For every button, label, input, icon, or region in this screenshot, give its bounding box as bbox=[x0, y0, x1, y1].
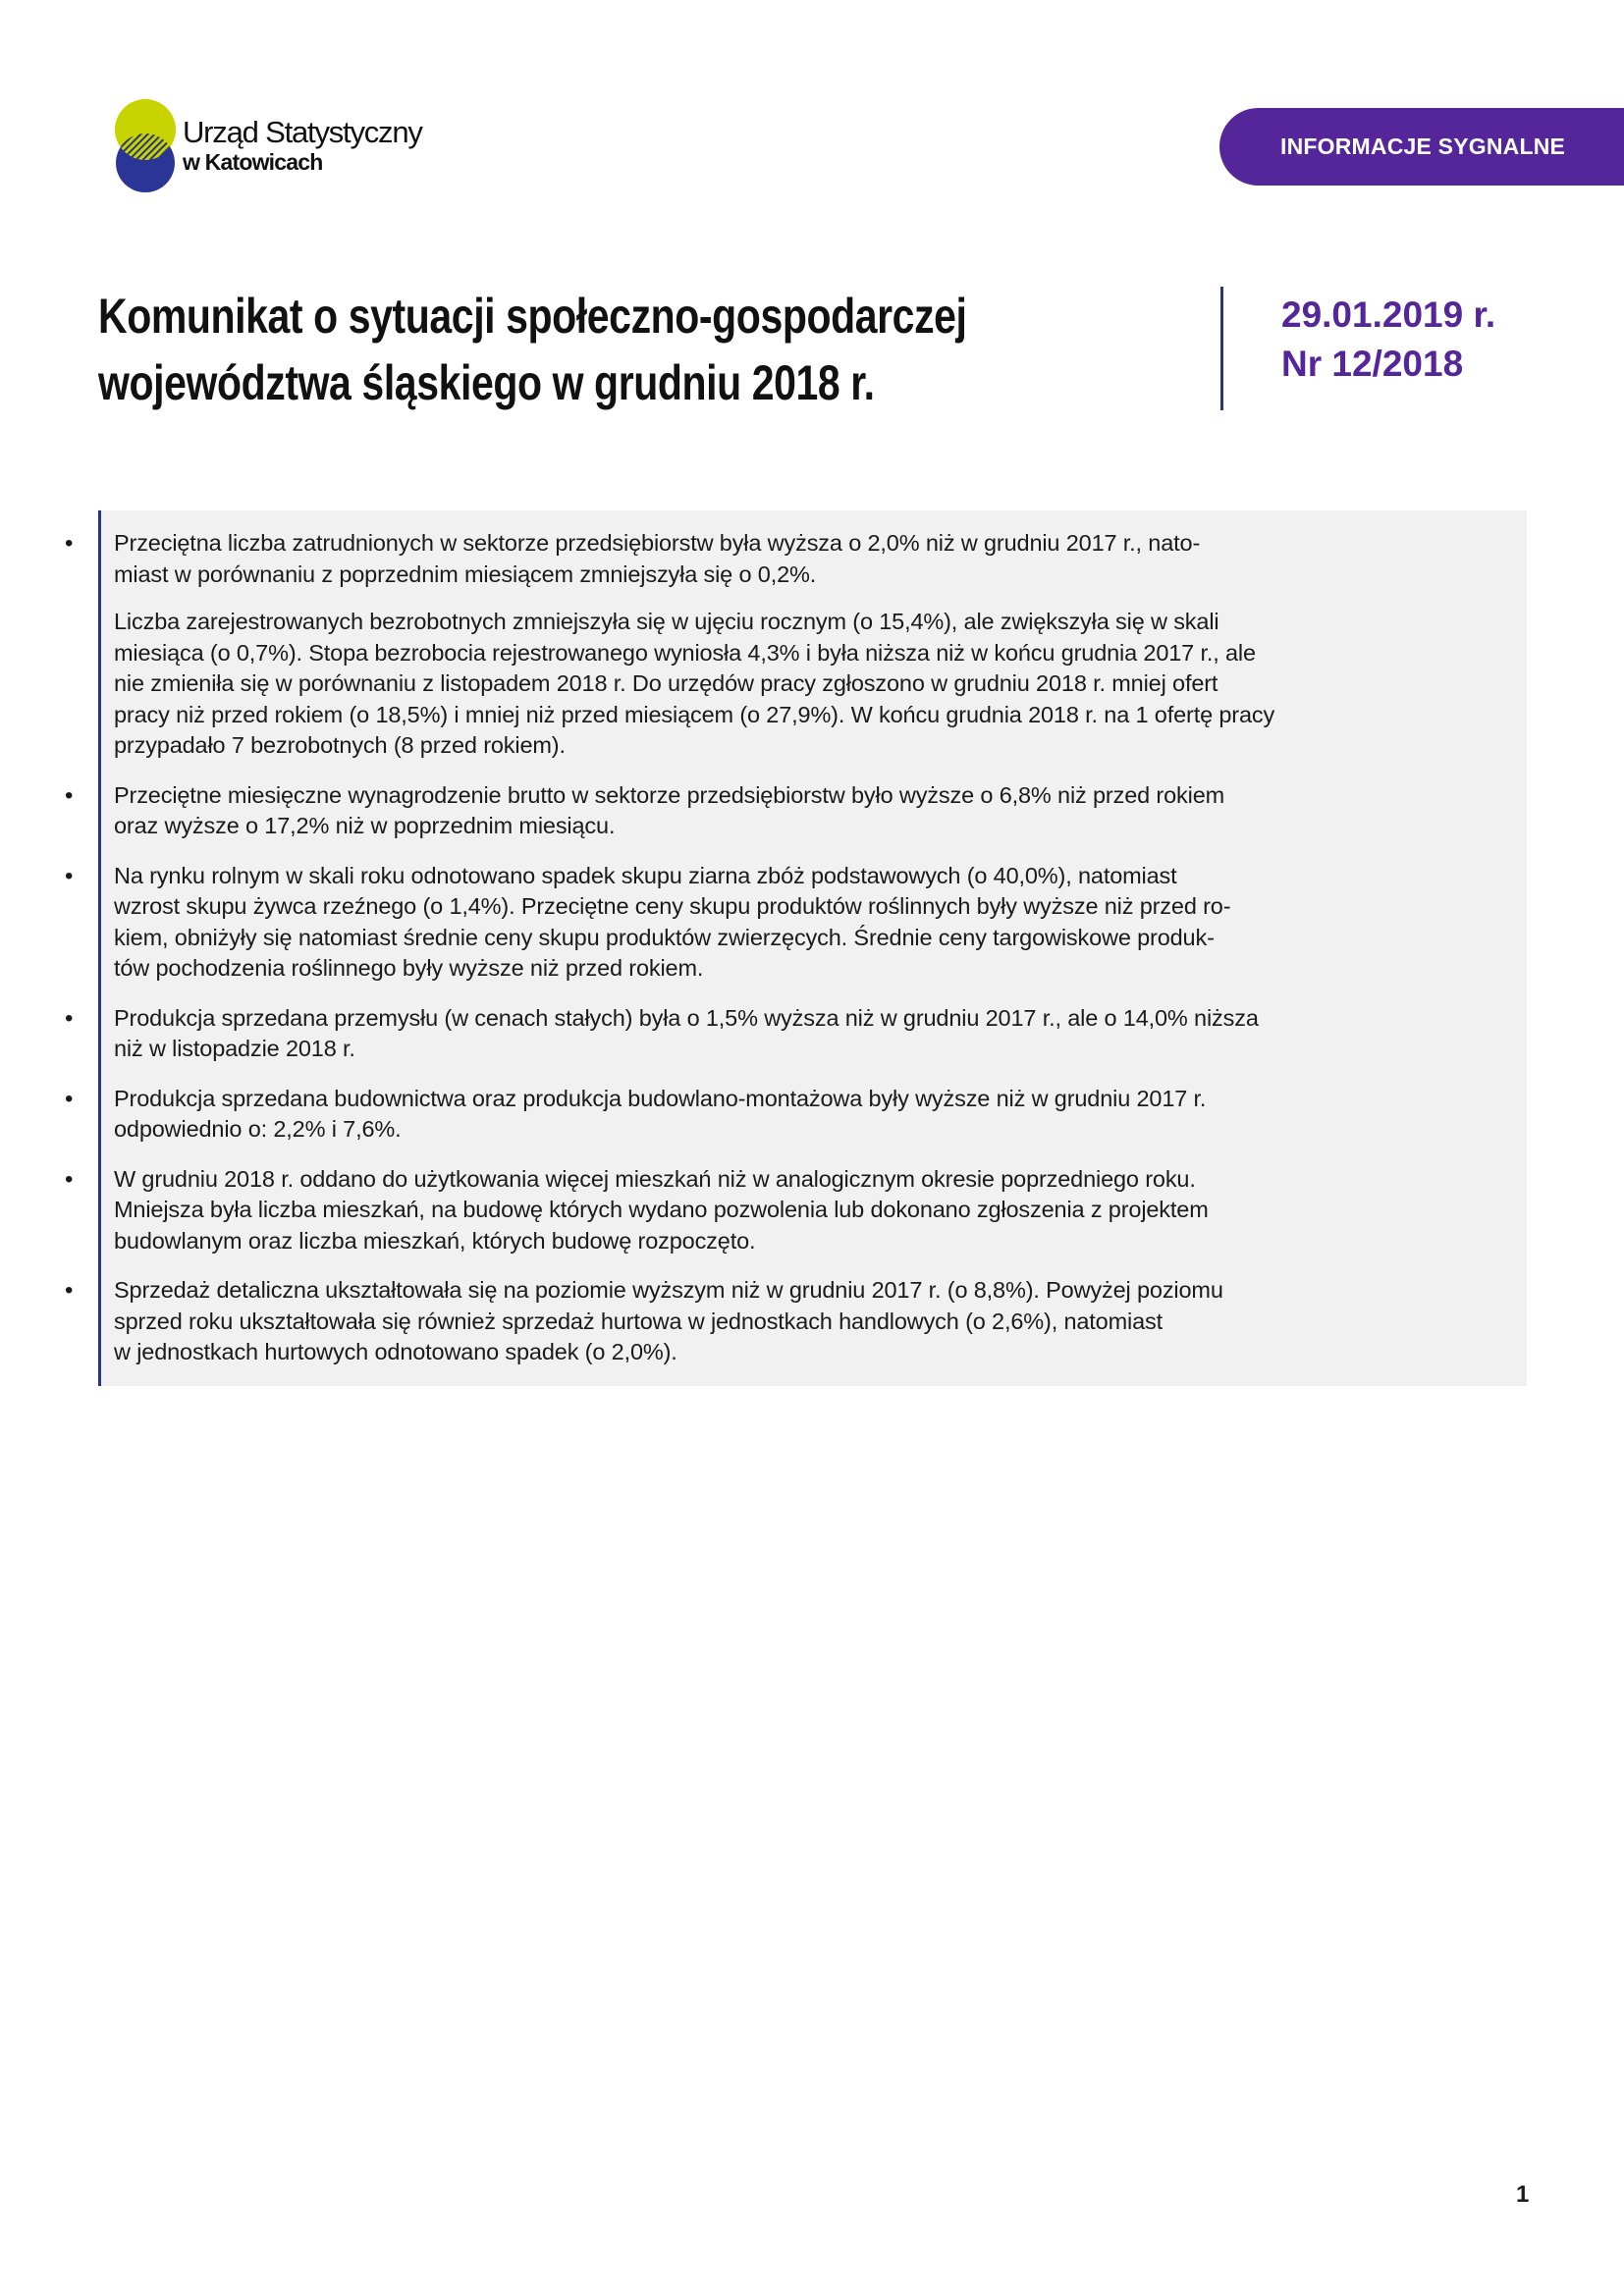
text-line: Liczba zarejestrowanych bezrobotnych zmniejszyła się w ujęciu rocznym (o 15,4%), ale zwiększyła się w skali bbox=[114, 609, 1219, 634]
page-title bbox=[98, 283, 967, 416]
text-line: nie zmieniła się w porównaniu z listopadem 2018 r. Do urzędów pracy zgłoszono w grudniu 2018 r. mniej ofert bbox=[114, 670, 1218, 696]
logo-text bbox=[183, 116, 422, 175]
list-item bbox=[65, 1003, 1274, 1065]
paragraph bbox=[114, 780, 1274, 842]
list-item bbox=[65, 1084, 1274, 1146]
publication-date: 29.01.2019 r. bbox=[1281, 294, 1496, 335]
text-line: oraz wyższe o 17,2% niż w poprzednim miesiącu. bbox=[114, 813, 616, 838]
text-line: Sprzedaż detaliczna ukształtowała się na poziomie wyższym niż w grudniu 2017 r. (o 8,8%). Powyżej poziomu bbox=[114, 1277, 1223, 1303]
text-line: Produkcja sprzedana przemysłu (w cenach stałych) była o 1,5% wyższa niż w grudniu 2017 r., ale o 14,0% niższa bbox=[114, 1004, 1259, 1031]
bullet-icon: • bbox=[65, 530, 74, 557]
paragraph bbox=[114, 861, 1274, 985]
text-line: pracy niż przed rokiem (o 18,5%) i mniej niż przed miesiącem (o 27,9%). W końcu grudnia 2018 r. na 1 ofertę pracy bbox=[114, 701, 1275, 727]
list-item bbox=[65, 1164, 1274, 1257]
bullet-icon: • bbox=[65, 1277, 74, 1304]
text-line: W grudniu 2018 r. oddano do użytkowania więcej mieszkań niż w analogicznym okresie poprzedniego roku. bbox=[114, 1165, 1196, 1192]
logo-icon bbox=[106, 98, 185, 196]
logo-line1: Urząd Statystyczny bbox=[183, 115, 422, 149]
bullet-icon: • bbox=[65, 1085, 74, 1112]
list-item bbox=[65, 861, 1274, 985]
text-line: sprzed roku ukształtowała się również sprzedaż hurtowa w jednostkach handlowych (o 2,6%), natomiast bbox=[114, 1308, 1163, 1334]
text-line: odpowiednio o: 2,2% i 7,6%. bbox=[114, 1116, 402, 1142]
publication-info bbox=[1281, 291, 1495, 389]
paragraph bbox=[114, 1084, 1274, 1146]
text-line: przypadało 7 bezrobotnych (8 przed rokiem). bbox=[114, 732, 566, 758]
text-line: Na rynku rolnym w skali roku odnotowano spadek skupu ziarna zbóż podstawowych (o 40,0%), natomiast bbox=[114, 862, 1177, 888]
list-item bbox=[65, 780, 1274, 842]
bullet-icon: • bbox=[65, 862, 74, 889]
text-line: w jednostkach hurtowych odnotowano spadek (o 2,0%). bbox=[114, 1339, 677, 1364]
divider bbox=[1220, 287, 1223, 410]
publication-number: Nr 12/2018 bbox=[1281, 344, 1464, 384]
text-line: miast w porównaniu z poprzednim miesiącem zmniejszyła się o 0,2%. bbox=[114, 561, 817, 587]
page-number: 1 bbox=[1516, 2181, 1530, 2208]
paragraph bbox=[114, 1275, 1274, 1368]
text-line: tów pochodzenia roślinnego były wyższe niż przed rokiem. bbox=[114, 955, 704, 981]
title-line: Komunikat o sytuacji społeczno-gospodarczej bbox=[98, 289, 967, 344]
text-line: Mniejsza była liczba mieszkań, na budowę których wydano pozwolenia lub dokonano zgłoszenia z projektem bbox=[114, 1197, 1209, 1222]
title-line: województwa śląskiego w grudniu 2018 r. bbox=[98, 355, 875, 410]
bullet-icon: • bbox=[65, 1165, 74, 1193]
paragraph bbox=[114, 528, 1274, 590]
text-line: kiem, obniżyły się natomiast średnie ceny skupu produktów zwierzęcych. Średnie ceny targowiskowe produk- bbox=[114, 924, 1215, 950]
list-item bbox=[65, 528, 1275, 762]
summary-list bbox=[65, 528, 1275, 1387]
logo-line2: w Katowicach bbox=[183, 149, 323, 175]
bullet-icon: • bbox=[65, 781, 74, 809]
text-line: niż w listopadzie 2018 r. bbox=[114, 1036, 355, 1061]
category-badge: INFORMACJE SYGNALNE bbox=[1219, 108, 1624, 186]
text-line: Produkcja sprzedana budownictwa oraz produkcja budowlano-montażowa były wyższe niż w grudniu 2017 r. bbox=[114, 1085, 1207, 1111]
text-line: miesiąca (o 0,7%). Stopa bezrobocia rejestrowanego wyniosła 4,3% i była niższa niż w końcu grudnia 2017 r., ale bbox=[114, 639, 1256, 666]
text-line: Przeciętna liczba zatrudnionych w sektorze przedsiębiorstw była wyższa o 2,0% niż w grudniu 2017 r., nato- bbox=[114, 530, 1201, 556]
text-line: Przeciętne miesięczne wynagrodzenie brutto w sektorze przedsiębiorstw było wyższe o 6,8% niż przed rokiem bbox=[114, 781, 1225, 808]
text-line: wzrost skupu żywca rzeźnego (o 1,4%). Przeciętne ceny skupu produktów roślinnych były wyższe niż przed ro- bbox=[114, 893, 1231, 919]
list-item bbox=[65, 1275, 1274, 1368]
paragraph bbox=[114, 1003, 1274, 1065]
paragraph bbox=[114, 607, 1274, 762]
paragraph bbox=[114, 1164, 1274, 1257]
bullet-icon: • bbox=[65, 1004, 74, 1032]
text-line: budowlanym oraz liczba mieszkań, których budowę rozpoczęto. bbox=[114, 1227, 756, 1254]
